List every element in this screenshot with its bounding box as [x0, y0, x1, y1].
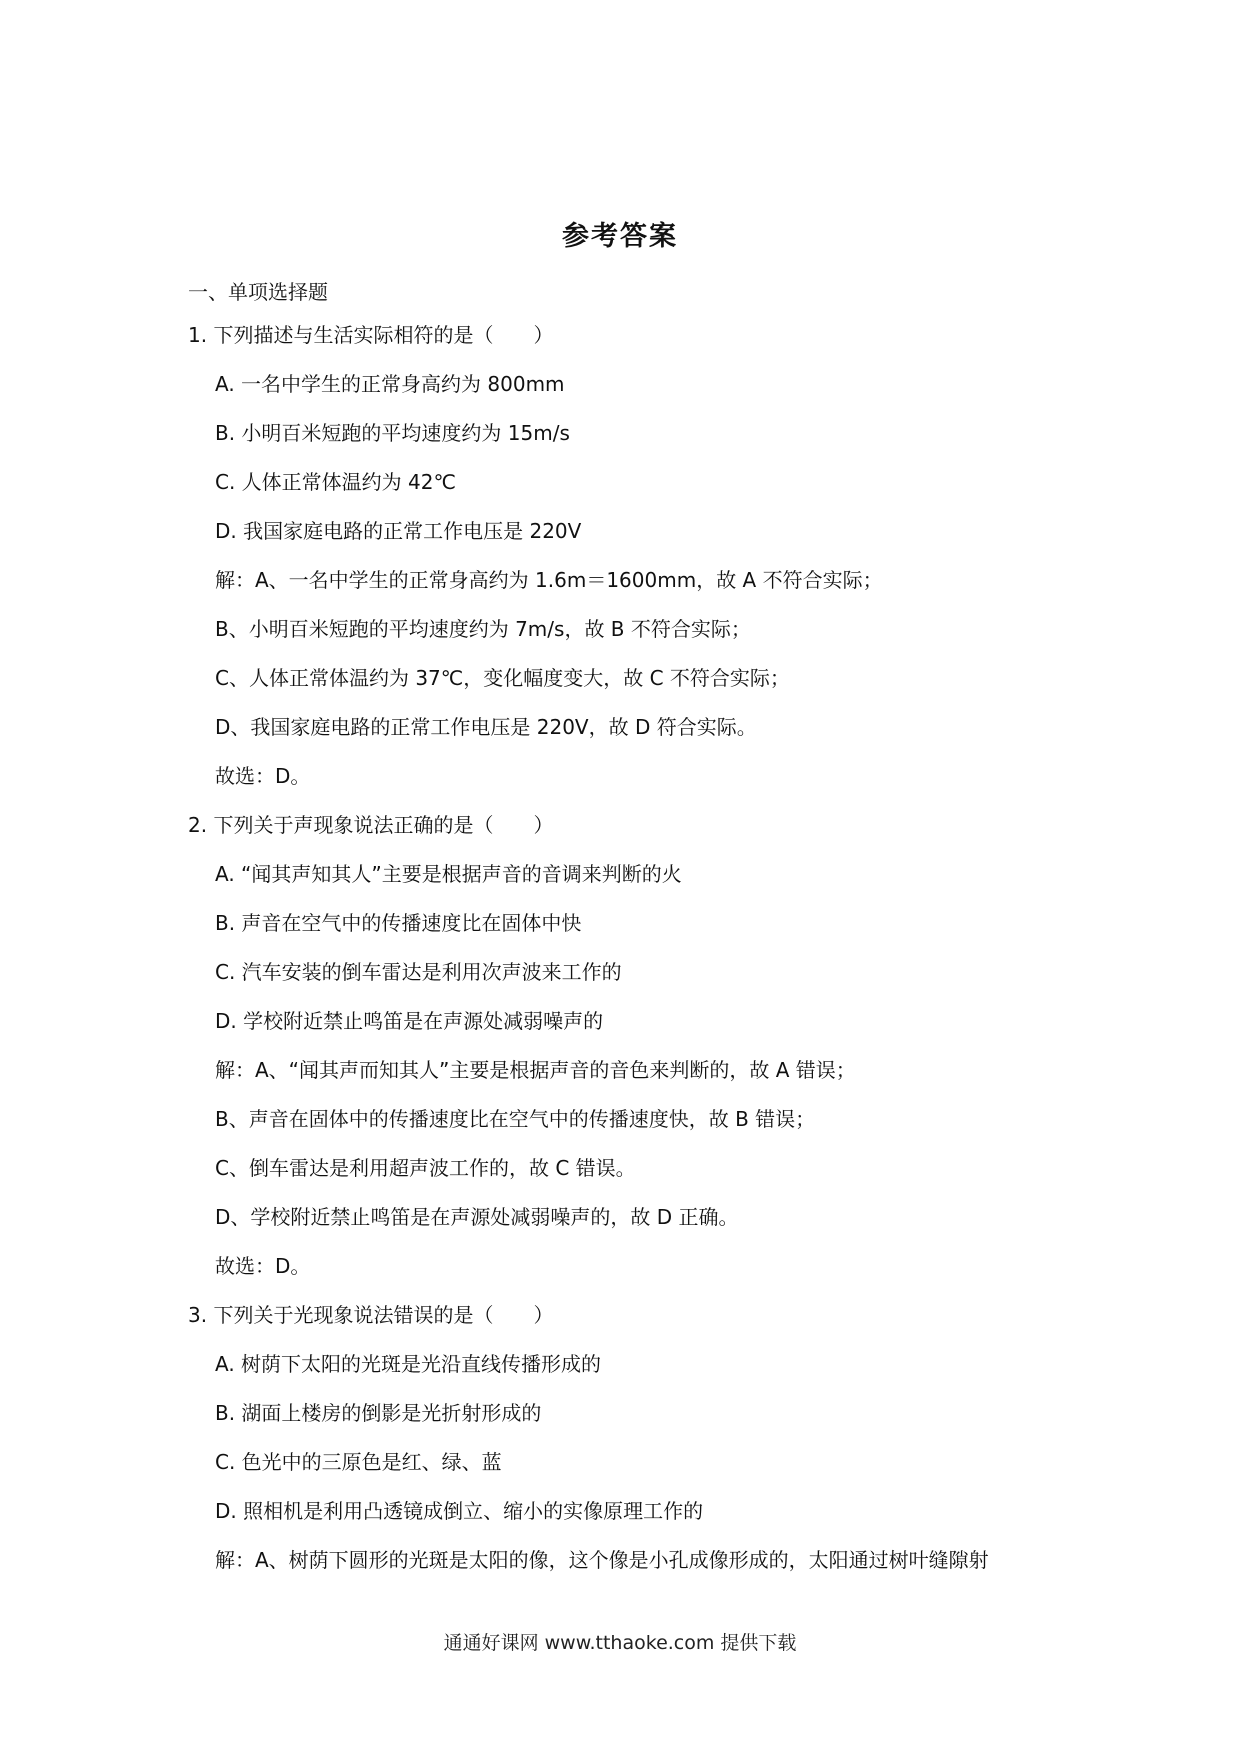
- option: A. 一名中学生的正常身高约为 800mm: [215, 372, 565, 396]
- option: A. “闻其声知其人”主要是根据声音的音调来判断的火: [215, 862, 682, 886]
- option: B. 湖面上楼房的倒影是光折射形成的: [215, 1401, 542, 1425]
- solution-line: B、声音在固体中的传播速度比在空气中的传播速度快，故 B 错误；: [215, 1107, 816, 1131]
- option: B. 小明百米短跑的平均速度约为 15m/s: [215, 421, 570, 445]
- page-title: 参考答案: [562, 221, 678, 252]
- option: C. 汽车安装的倒车雷达是利用次声波来工作的: [215, 960, 622, 984]
- solution-line: 解：A、树荫下圆形的光斑是太阳的像，这个像是小孔成像形成的，太阳通过树叶缝隙射: [215, 1548, 989, 1572]
- solution-line: D、我国家庭电路的正常工作电压是 220V，故 D 符合实际。: [215, 715, 757, 739]
- option: C. 色光中的三原色是红、绿、蓝: [215, 1450, 502, 1474]
- solution-line: C、倒车雷达是利用超声波工作的，故 C 错误。: [215, 1156, 636, 1180]
- solution-line: B、小明百米短跑的平均速度约为 7m/s，故 B 不符合实际；: [215, 617, 751, 641]
- answer-line: 故选：D。: [215, 1254, 311, 1278]
- option: D. 我国家庭电路的正常工作电压是 220V: [215, 519, 582, 543]
- solution-line: 解：A、一名中学生的正常身高约为 1.6m＝1600mm，故 A 不符合实际；: [215, 568, 883, 592]
- question-stem: 2. 下列关于声现象说法正确的是（ ）: [188, 813, 554, 837]
- solution-line: 解：A、“闻其声而知其人”主要是根据声音的音色来判断的，故 A 错误；: [215, 1058, 856, 1082]
- solution-line: C、人体正常体温约为 37℃，变化幅度变大，故 C 不符合实际；: [215, 666, 790, 690]
- question-stem: 1. 下列描述与生活实际相符的是（ ）: [188, 323, 554, 347]
- section-heading: 一、单项选择题: [188, 280, 328, 304]
- option: A. 树荫下太阳的光斑是光沿直线传播形成的: [215, 1352, 602, 1376]
- option: D. 照相机是利用凸透镜成倒立、缩小的实像原理工作的: [215, 1499, 704, 1523]
- option: D. 学校附近禁止鸣笛是在声源处减弱噪声的: [215, 1009, 604, 1033]
- page-footer: 通通好课网 www.tthaoke.com 提供下载: [443, 1632, 797, 1654]
- solution-line: D、学校附近禁止鸣笛是在声源处减弱噪声的，故 D 正确。: [215, 1205, 739, 1229]
- question-stem: 3. 下列关于光现象说法错误的是（ ）: [188, 1303, 554, 1327]
- answer-line: 故选：D。: [215, 764, 311, 788]
- option: B. 声音在空气中的传播速度比在固体中快: [215, 911, 582, 935]
- option: C. 人体正常体温约为 42℃: [215, 470, 456, 494]
